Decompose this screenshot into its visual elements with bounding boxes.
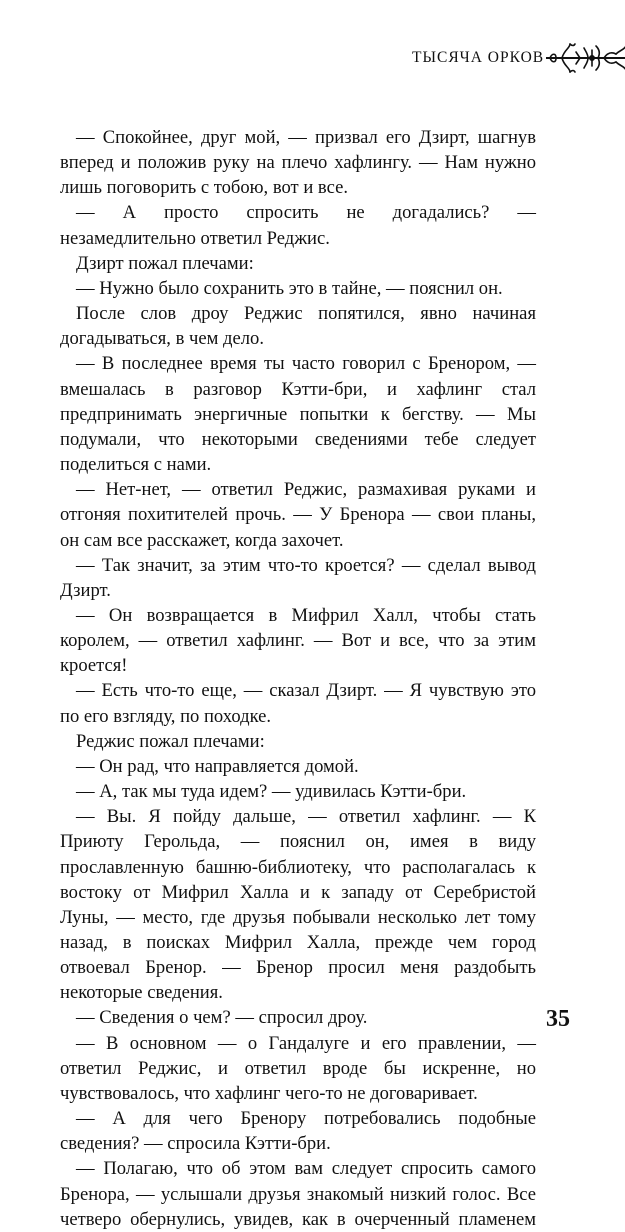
paragraph: — Он рад, что направляется домой. <box>76 755 359 777</box>
paragraph: — Он возвращается в Мифрил Халл, чтобы стать королем, — ответил хафлинг. — Вот и все, что за этим кроется! <box>60 604 536 677</box>
paragraph: — В основном — о Гандалуге и его правлении, — ответил Реджис, и ответил вроде бы искренне, но чувствовалось, что хафлинг чего-то не договаривает. <box>60 1032 536 1104</box>
paragraph: Реджис пожал плечами: <box>76 730 265 752</box>
paragraph: — Есть что-то еще, — сказал Дзирт. — Я чувствую это по его взгляду, по походке. <box>60 680 536 727</box>
paragraph: После слов дроу Реджис попятился, явно начиная догадываться, в чем дело. <box>60 303 536 350</box>
paragraph: — А для чего Бренору потребовались подобные сведения? — спросила Кэтти-бри. <box>60 1108 536 1155</box>
page-number: 35 <box>546 1006 570 1032</box>
running-header <box>412 40 625 76</box>
paragraph: — А просто спросить не догадались? — незамедлительно ответил Реджис. <box>60 202 536 249</box>
paragraph: — В последнее время ты часто говорил с Бренором, — вмешалась в разговор Кэтти-бри, и хафлинг стал предпринимать энергичные попытки к бегству. — Мы подумали, что некоторыми сведениями тебе следует поделиться с нами. <box>60 353 536 476</box>
paragraph: — А, так мы туда идем? — удивилась Кэтти-бри. <box>76 781 467 803</box>
paragraph: — Нет-нет, — ответил Реджис, размахивая руками и отгоняя похитителей прочь. — У Бренора — свои планы, он сам все расскажет, когда захочет. <box>60 479 536 551</box>
paragraph: — Нужно было сохранить это в тайне, — пояснил он. <box>76 277 503 299</box>
page-text <box>60 125 536 1232</box>
sword-ornament-icon <box>546 40 625 76</box>
running-title: ТЫСЯЧА ОРКОВ <box>412 49 545 66</box>
paragraph: — Полагаю, что об этом вам следует спросить самого Бренора, — услышали друзья знакомый низкий голос. Все четверо обернулись, увидев, как в очерченный пламенем <box>60 1158 536 1230</box>
paragraph: — Так значит, за этим что-то кроется? — сделал вывод Дзирт. <box>60 554 536 601</box>
paragraph: — Сведения о чем? — спросил дроу. <box>76 1007 368 1029</box>
paragraph: — Спокойнее, друг мой, — призвал его Дзирт, шагнув вперед и положив руку на плечо хафлингу. — Нам нужно лишь поговорить с тобою, вот и все. <box>60 127 536 199</box>
paragraph: Дзирт пожал плечами: <box>76 252 254 274</box>
paragraph: — Вы. Я пойду дальше, — ответил хафлинг. — К Приюту Герольда, — пояснил он, имея в виду прославленную башню-библиотеку, что располагалась к востоку от Мифрил Халла и к западу от Серебристой Луны, — место, где друзья побывали несколько лет тому назад, в поисках Мифрил Халла, прежде чем город отвоевал Бренор. — Бренор просил меня раздобыть некоторые сведения. <box>60 806 536 1004</box>
